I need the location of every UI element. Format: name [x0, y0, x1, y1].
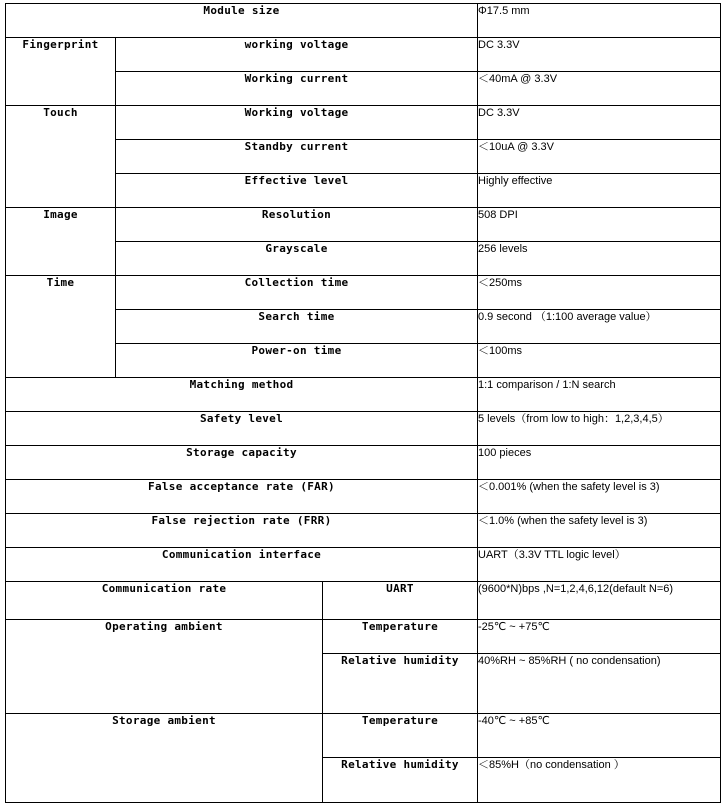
safety-level-label: Safety level: [6, 412, 478, 446]
resolution-value: 508 DPI: [478, 208, 721, 242]
st-humidity-label: Relative humidity: [323, 758, 478, 803]
frr-label: False rejection rate (FRR): [6, 514, 478, 548]
frr-value: ＜1.0% (when the safety level is 3): [478, 514, 721, 548]
op-humidity-value: 40%RH ~ 85%RH ( no condensation): [478, 654, 721, 714]
effective-level-value: Highly effective: [478, 174, 721, 208]
grayscale-label: Grayscale: [116, 242, 478, 276]
grayscale-value: 256 levels: [478, 242, 721, 276]
storage-ambient-label: Storage ambient: [6, 714, 323, 803]
table-row: [6, 106, 721, 140]
table-row: [6, 446, 721, 480]
effective-level-label: Effective level: [116, 174, 478, 208]
touch-working-voltage-value: DC 3.3V: [478, 106, 721, 140]
search-time-label: Search time: [116, 310, 478, 344]
table-row: [6, 582, 721, 620]
op-temperature-label: Temperature: [323, 620, 478, 654]
st-temperature-label: Temperature: [323, 714, 478, 758]
image-group-label: Image: [6, 208, 116, 276]
comm-interface-value: UART（3.3V TTL logic level）: [478, 548, 721, 582]
table-row: [6, 412, 721, 446]
fp-working-voltage-label: working voltage: [116, 38, 478, 72]
table-row: [6, 208, 721, 242]
table-row: [6, 378, 721, 412]
storage-capacity-value: 100 pieces: [478, 446, 721, 480]
spec-table: [5, 3, 721, 803]
safety-level-value: 5 levels（from low to high：1,2,3,4,5）: [478, 412, 721, 446]
resolution-label: Resolution: [116, 208, 478, 242]
st-humidity-value: ＜85%H（no condensation ）: [478, 758, 721, 803]
fp-working-current-label: Working current: [116, 72, 478, 106]
far-value: ＜0.001% (when the safety level is 3): [478, 480, 721, 514]
fingerprint-group-label: Fingerprint: [6, 38, 116, 106]
touch-group-label: Touch: [6, 106, 116, 208]
table-row: [6, 480, 721, 514]
table-row: [6, 514, 721, 548]
op-temperature-value: -25℃ ~ +75℃: [478, 620, 721, 654]
comm-rate-sub-label: UART: [323, 582, 478, 620]
power-on-time-value: ＜100ms: [478, 344, 721, 378]
comm-interface-label: Communication interface: [6, 548, 478, 582]
standby-current-value: ＜10uA @ 3.3V: [478, 140, 721, 174]
far-label: False acceptance rate (FAR): [6, 480, 478, 514]
storage-capacity-label: Storage capacity: [6, 446, 478, 480]
table-row: [6, 38, 721, 72]
comm-rate-value: (9600*N)bps ,N=1,2,4,6,12(default N=6): [478, 582, 721, 620]
search-time-value: 0.9 second （1:100 average value）: [478, 310, 721, 344]
fp-working-voltage-value: DC 3.3V: [478, 38, 721, 72]
operating-ambient-label: Operating ambient: [6, 620, 323, 714]
matching-method-label: Matching method: [6, 378, 478, 412]
table-row: [6, 714, 721, 758]
power-on-time-label: Power-on time: [116, 344, 478, 378]
module-size-label: Module size: [6, 4, 478, 38]
collection-time-value: ＜250ms: [478, 276, 721, 310]
standby-current-label: Standby current: [116, 140, 478, 174]
matching-method-value: 1:1 comparison / 1:N search: [478, 378, 721, 412]
touch-working-voltage-label: Working voltage: [116, 106, 478, 140]
comm-rate-label: Communication rate: [6, 582, 323, 620]
module-size-value: Φ17.5 mm: [478, 4, 721, 38]
fp-working-current-value: ＜40mA @ 3.3V: [478, 72, 721, 106]
op-humidity-label: Relative humidity: [323, 654, 478, 714]
table-row: [6, 4, 721, 38]
st-temperature-value: -40℃ ~ +85℃: [478, 714, 721, 758]
table-row: [6, 276, 721, 310]
table-row: [6, 620, 721, 654]
collection-time-label: Collection time: [116, 276, 478, 310]
time-group-label: Time: [6, 276, 116, 378]
table-row: [6, 548, 721, 582]
